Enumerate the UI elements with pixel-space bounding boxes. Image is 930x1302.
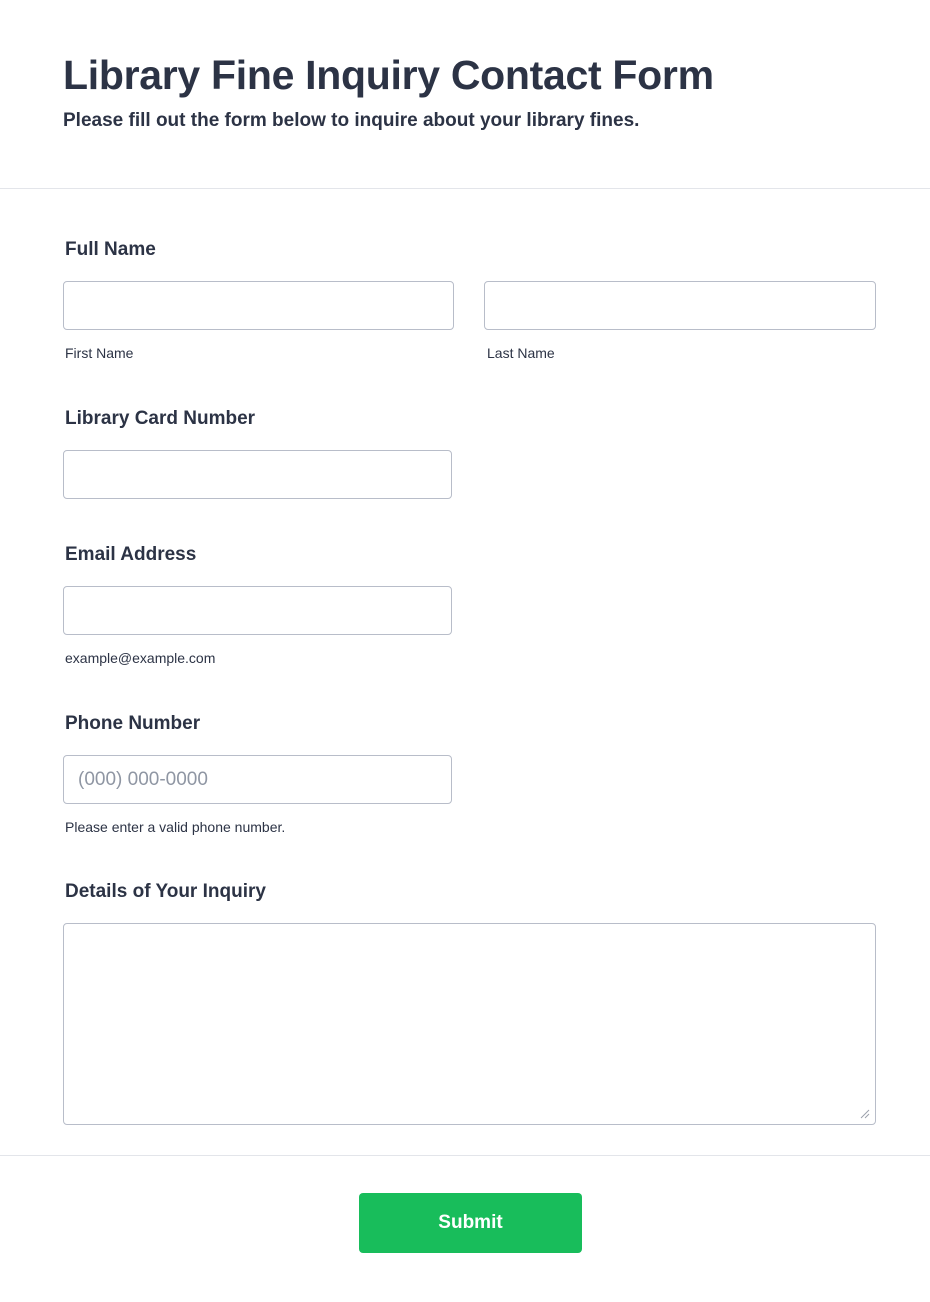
form-header — [0, 0, 930, 189]
first-name-sublabel: First Name — [65, 345, 134, 361]
full-name-label: Full Name — [65, 239, 156, 260]
phone-input[interactable] — [63, 755, 452, 804]
library-card-input[interactable] — [63, 450, 452, 499]
resize-grip-icon[interactable] — [859, 1108, 870, 1119]
last-name-input[interactable] — [484, 281, 876, 330]
email-label: Email Address — [65, 544, 197, 565]
email-hint: example@example.com — [65, 650, 216, 666]
first-name-input[interactable] — [63, 281, 454, 330]
footer-divider — [0, 1155, 930, 1156]
email-input[interactable] — [63, 586, 452, 635]
details-textarea[interactable] — [63, 923, 876, 1125]
form-subtitle: Please fill out the form below to inquire about your library fines. — [63, 110, 640, 131]
submit-button[interactable]: Submit — [359, 1193, 582, 1253]
last-name-sublabel: Last Name — [487, 345, 555, 361]
phone-hint: Please enter a valid phone number. — [65, 819, 286, 835]
library-card-label: Library Card Number — [65, 408, 256, 429]
phone-label: Phone Number — [65, 713, 201, 734]
form-title: Library Fine Inquiry Contact Form — [63, 52, 714, 98]
details-label: Details of Your Inquiry — [65, 881, 266, 902]
